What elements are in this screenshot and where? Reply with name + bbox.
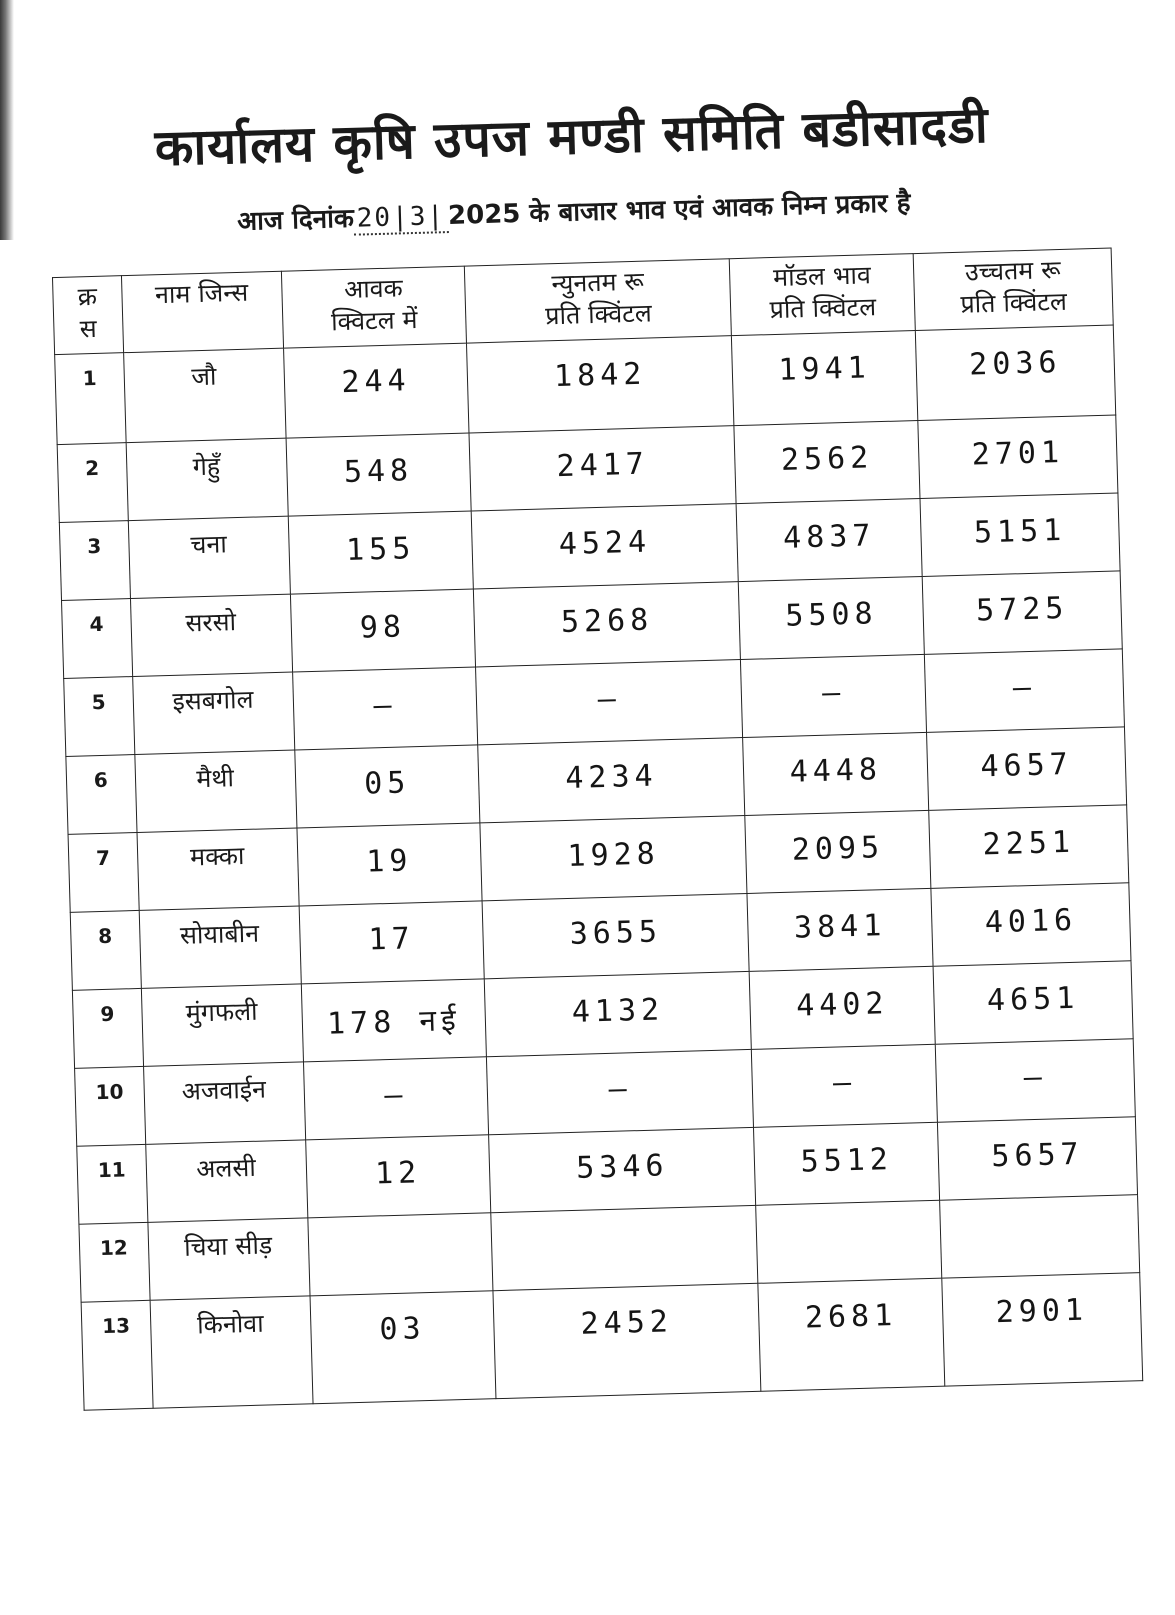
modal-price-cell xyxy=(756,1200,942,1283)
modal-price-cell: 5508 xyxy=(739,576,925,659)
serial-cell: 6 xyxy=(66,755,137,835)
date-suffix: के बाजार भाव एवं आवक निम्न प्रकार है xyxy=(529,188,911,229)
serial-cell: 1 xyxy=(55,353,126,445)
min-price-cell: 4234 xyxy=(478,738,745,823)
max-price-cell: 5725 xyxy=(922,571,1122,654)
serial-cell: 10 xyxy=(75,1066,146,1146)
modal-price-cell: 5512 xyxy=(754,1122,940,1205)
min-price-cell: 1842 xyxy=(467,336,734,433)
header-arrival xyxy=(281,266,467,348)
header-arrival-line1: आवक xyxy=(343,273,404,304)
max-price-cell: 4657 xyxy=(927,727,1127,810)
min-price-cell: — xyxy=(487,1049,754,1134)
commodity-cell: चना xyxy=(128,516,290,598)
header-max-line1: उच्चतम रू xyxy=(964,254,1061,287)
commodity-cell: मैथी xyxy=(134,750,296,832)
header-max-price xyxy=(913,248,1113,330)
commodity-cell: गेहुँ xyxy=(126,438,288,520)
arrival-cell: 548 xyxy=(286,433,472,516)
serial-cell: 12 xyxy=(79,1222,150,1302)
max-price-cell: 2701 xyxy=(918,415,1118,498)
header-modal-line1: मॉडल भाव xyxy=(772,260,872,292)
commodity-cell: मुंगफली xyxy=(141,984,303,1066)
commodity-cell: जौ xyxy=(123,348,286,442)
modal-price-cell: 1941 xyxy=(732,331,918,426)
modal-price-cell: 4837 xyxy=(736,498,922,581)
arrival-cell: — xyxy=(292,667,478,750)
min-price-cell: 3655 xyxy=(482,893,749,978)
min-price-cell: 2452 xyxy=(493,1283,761,1398)
serial-cell: 3 xyxy=(59,521,130,601)
max-price-cell: 5151 xyxy=(920,493,1120,576)
serial-cell: 13 xyxy=(81,1300,153,1410)
min-price-cell: 4524 xyxy=(471,504,738,589)
max-price-cell: 5657 xyxy=(938,1117,1138,1200)
modal-price-cell: — xyxy=(752,1044,938,1127)
arrival-cell: 155 xyxy=(288,511,474,594)
commodity-cell: अलसी xyxy=(145,1140,307,1222)
arrival-cell: 178 नई xyxy=(301,979,487,1062)
modal-price-cell: 2562 xyxy=(734,421,920,504)
header-arrival-line2: क्विटल में xyxy=(330,304,418,337)
header-serial-line2: स xyxy=(79,313,98,344)
min-price-cell: 2417 xyxy=(469,426,736,511)
arrival-cell: 12 xyxy=(305,1135,491,1218)
max-price-cell: 2251 xyxy=(929,805,1129,888)
max-price-cell: 4651 xyxy=(933,961,1133,1044)
min-price-cell xyxy=(491,1205,758,1290)
modal-price-cell: 2095 xyxy=(745,810,931,893)
header-serial xyxy=(52,276,123,355)
modal-price-cell: 3841 xyxy=(747,888,933,971)
min-price-cell: 5346 xyxy=(489,1127,756,1212)
modal-price-cell: — xyxy=(741,654,927,737)
max-price-cell: 4016 xyxy=(931,883,1131,966)
modal-price-cell: 4448 xyxy=(743,732,929,815)
arrival-cell xyxy=(308,1213,494,1296)
handwritten-date: 20|3| xyxy=(353,201,448,236)
header-modal-line2: प्रति क्विंटल xyxy=(769,292,877,325)
header-serial-line1: क्र xyxy=(77,281,98,312)
max-price-cell: 2036 xyxy=(915,325,1115,420)
header-commodity xyxy=(121,271,283,352)
min-price-cell: 1928 xyxy=(480,815,747,900)
min-price-cell: — xyxy=(476,660,743,745)
modal-price-cell: 2681 xyxy=(758,1278,945,1391)
header-min-line2: प्रति क्विंटल xyxy=(544,298,653,331)
header-min-line1: न्युनतम रू xyxy=(551,266,645,299)
max-price-cell xyxy=(940,1195,1140,1278)
header-modal-price xyxy=(729,254,915,336)
header-min-price xyxy=(465,259,732,343)
arrival-cell: — xyxy=(303,1057,489,1140)
commodity-cell: इसबगोल xyxy=(132,672,294,754)
commodity-cell: सरसो xyxy=(130,594,292,676)
commodity-cell: सोयाबीन xyxy=(139,906,301,988)
arrival-cell: 17 xyxy=(299,901,485,984)
commodity-cell: मक्का xyxy=(137,828,299,910)
commodity-cell: अजवाईन xyxy=(143,1062,305,1144)
serial-cell: 9 xyxy=(72,988,143,1068)
min-price-cell: 4132 xyxy=(485,971,752,1056)
serial-cell: 4 xyxy=(62,599,133,679)
max-price-cell: 2901 xyxy=(942,1273,1143,1386)
market-rates-table xyxy=(52,248,1143,1411)
arrival-cell: 19 xyxy=(297,823,483,906)
date-prefix: आज दिनांक xyxy=(236,203,355,237)
date-year: 2025 xyxy=(447,199,521,232)
header-commodity-label: नाम जिन्स xyxy=(154,277,249,310)
arrival-cell: 98 xyxy=(290,589,476,672)
commodity-cell: किनोवा xyxy=(150,1296,313,1408)
serial-cell: 2 xyxy=(57,443,128,523)
serial-cell: 11 xyxy=(77,1144,148,1224)
modal-price-cell: 4402 xyxy=(749,966,935,1049)
serial-cell: 8 xyxy=(70,910,141,990)
max-price-cell: — xyxy=(935,1039,1135,1122)
commodity-cell: चिया सीड़ xyxy=(147,1218,309,1300)
arrival-cell: 03 xyxy=(310,1291,497,1404)
date-line xyxy=(0,176,1162,245)
arrival-cell: 05 xyxy=(294,745,480,828)
office-title: कार्यालय कृषि उपज मण्डी समिति बडीसादडी xyxy=(154,95,990,178)
min-price-cell: 5268 xyxy=(474,582,741,667)
serial-cell: 7 xyxy=(68,832,139,912)
max-price-cell: — xyxy=(925,649,1125,732)
serial-cell: 5 xyxy=(64,677,135,757)
arrival-cell: 244 xyxy=(283,343,469,438)
header-max-line2: प्रति क्विंटल xyxy=(960,286,1068,319)
